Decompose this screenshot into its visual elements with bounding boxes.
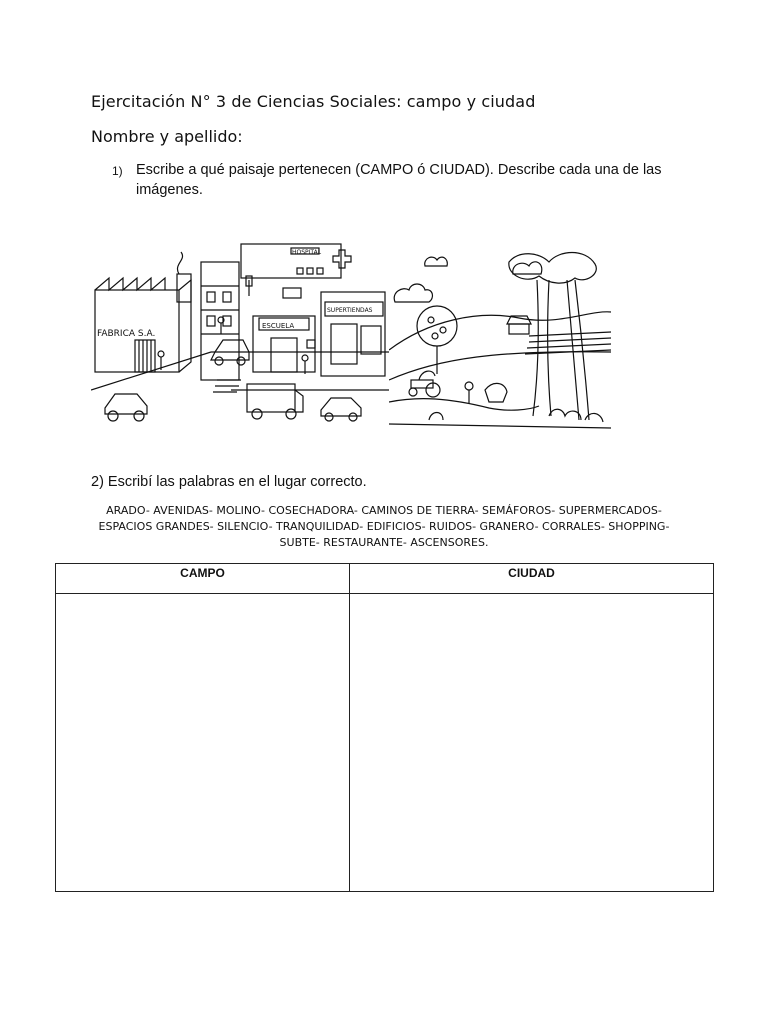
question-1 — [112, 160, 672, 200]
factory-sign: FABRICA S.A. — [97, 329, 156, 339]
word-bank-line: ESPACIOS GRANDES- SILENCIO- TRANQUILIDAD- EDIFICIOS- RUIDOS- GRANERO- CORRALES- SHOPPING- — [98, 520, 670, 533]
header-ciudad: CIUDAD — [350, 564, 714, 594]
header-campo: CAMPO — [56, 564, 350, 594]
word-bank-line: SUBTE- RESTAURANTE- ASCENSORES. — [279, 536, 489, 549]
ciudad-answer-cell[interactable] — [350, 594, 714, 892]
classification-table — [55, 563, 714, 892]
school-sign: ESCUELA — [262, 322, 295, 330]
name-label: Nombre y apellido: — [91, 127, 243, 146]
city-illustration — [91, 240, 389, 432]
table-row — [56, 594, 714, 892]
question-1-number: 1) — [112, 164, 123, 178]
worksheet-title: Ejercitación N° 3 de Ciencias Sociales: campo y ciudad — [91, 92, 536, 111]
supermarket-sign: SUPERTIENDAS — [327, 307, 373, 314]
hospital-sign: HOSPITAL — [292, 249, 322, 256]
campo-answer-cell[interactable] — [56, 594, 350, 892]
question-2-text: 2) Escribí las palabras en el lugar correcto. — [91, 474, 367, 490]
question-1-text: Escribe a qué paisaje pertenecen (CAMPO ó CIUDAD). Describe cada una de las imágenes. — [136, 162, 662, 198]
word-bank-line: ARADO- AVENIDAS- MOLINO- COSECHADORA- CAMINOS DE TIERRA- SEMÁFOROS- SUPERMERCADOS- — [106, 504, 662, 517]
countryside-illustration — [389, 240, 611, 432]
word-bank — [88, 503, 680, 551]
table-header-row — [56, 564, 714, 594]
